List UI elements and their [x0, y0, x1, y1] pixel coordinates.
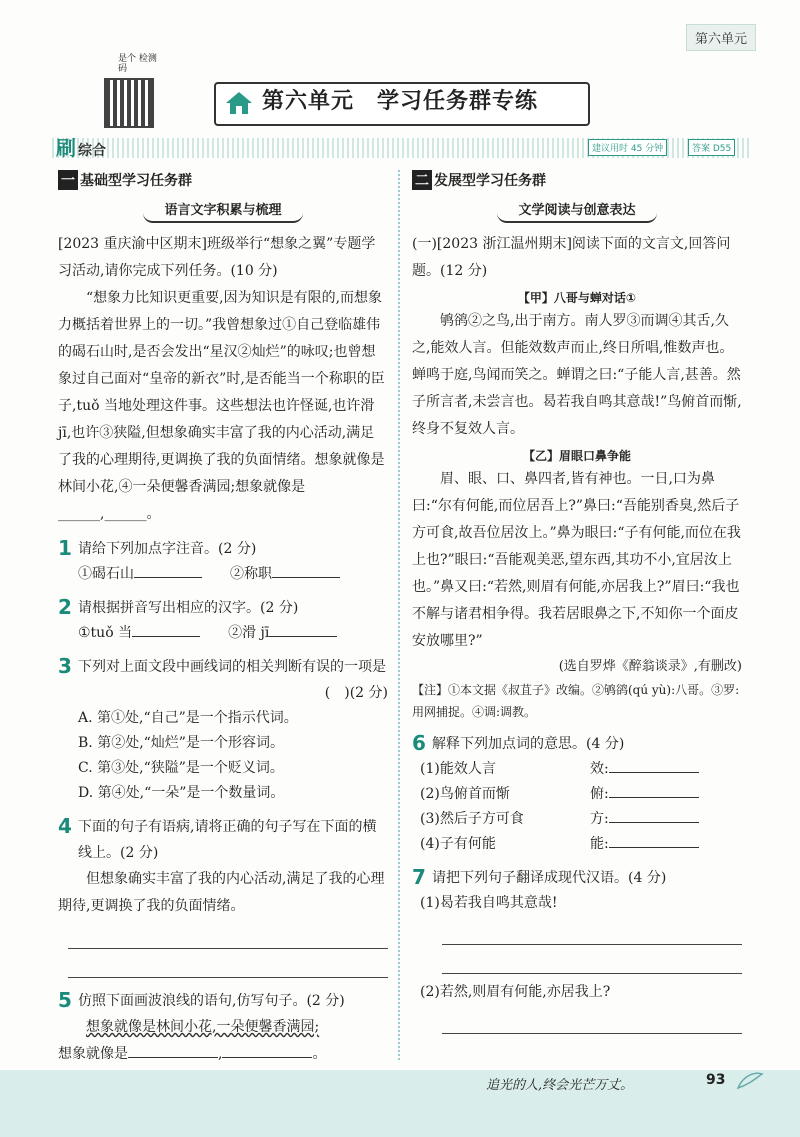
question-number: 1 [58, 536, 72, 560]
question-2 [58, 595, 388, 621]
translate-sentence-2: (2)若然,则眉有何能,亦居我上? [420, 984, 611, 1000]
question-score: ( )(2 分) [324, 685, 388, 701]
question-text: 解释下列加点词的意思。(4 分) [432, 736, 625, 752]
source-citation: (选自罗烨《醉翁谈录》,有删改) [558, 659, 742, 674]
section-heading [58, 170, 388, 190]
question-number: 3 [58, 654, 72, 678]
item-word: 方: [590, 811, 609, 827]
time-badge: 建议用时 45 分钟 [588, 139, 667, 156]
answer-blank[interactable] [609, 833, 699, 848]
question-text-wrap [78, 654, 388, 706]
answer-line[interactable] [68, 949, 388, 978]
question-text: 下面的句子有语病,请将正确的句子写在下面的横线上。(2 分) [78, 819, 377, 861]
question-number: 2 [58, 595, 72, 619]
band-label-sub: 综合 [78, 143, 106, 159]
question-6 [412, 731, 742, 757]
question-4 [58, 814, 388, 866]
q6-item [412, 832, 742, 857]
option-d[interactable]: D. 第④处,“一朵”是一个数量词。 [78, 785, 285, 801]
column-divider [398, 170, 400, 1060]
question-3 [58, 654, 388, 706]
answer-blank[interactable] [132, 622, 200, 637]
question-7 [412, 865, 742, 891]
option-c[interactable]: C. 第③处,“狭隘”是一个贬义词。 [78, 760, 284, 776]
leaf-icon [736, 1070, 764, 1092]
model-wrap [58, 1014, 388, 1041]
q6-item [412, 782, 742, 807]
passage-text: “想象力比知识更重要,因为知识是有限的,而想象力概括着世界上的一切。”我曾想象过①自己登临雄伟的碣石山时,是否会发出“星汉②灿烂”的咏叹;也曾想象过自己面对“皇帝的新衣”时,是否能当一个称职的臣子,tuǒ 当地处理这件事。这些想法也许怪诞,也许滑 jī,也许③狭隘,但想象确实丰富了我的内心活动,满足了我的心理期待,更调换了我的负面情绪。想象就像是林间小花,④一朵便馨香满园;想象就像是______,______。 [58, 290, 385, 522]
answer-row [58, 562, 388, 587]
item-word: 俯: [590, 786, 609, 802]
band-label-main: 刷 [56, 136, 76, 160]
item-phrase: (3)然后子方可食 [420, 811, 524, 827]
imitation-row: 想象就像是 , 。 [58, 1041, 388, 1068]
house-icon [224, 90, 254, 116]
intro-text: (一)[2023 浙江温州期末]阅读下面的文言文,回答问题。(12 分) [412, 236, 731, 279]
footnote: 【注】①本文据《叔苴子》改编。②鸲鹆(qú yù):八哥。③罗:用网捕捉。④调:调教。 [412, 683, 740, 719]
task-banner: 语言文字积累与梳理 [143, 198, 303, 223]
intro-text: [2023 重庆渝中区期末]班级举行“想象之翼”专题学习活动,请你完成下列任务。(10 分) [58, 236, 376, 279]
text-b-title: 【乙】眉眼口鼻争能 [522, 449, 631, 463]
left-column [58, 170, 388, 1068]
item-b: ②滑 jī [228, 625, 270, 641]
question-text: 请根据拼音写出相应的汉字。(2 分) [78, 600, 299, 616]
qr-caption: 是个 检测码 [118, 54, 157, 74]
option-b[interactable]: B. 第②处,“灿烂”是一个形容词。 [78, 735, 284, 751]
text-a-body: 鸲鹆②之鸟,出于南方。南人罗③而调④其舌,久之,能效人言。但能效数声而止,终日所唱,惟数声也。蝉鸣于庭,鸟闻而笑之。蝉谓之曰:“子能人言,甚善。然子所言者,未尝言也。曷若我自鸣其意哉!”鸟俯首而惭,终身不复效人言。 [412, 313, 742, 437]
section-title: 发展型学习任务群 [434, 173, 546, 189]
section-number: 一 [58, 170, 78, 190]
question-number: 5 [58, 988, 72, 1012]
band-label [56, 132, 106, 161]
answer-blank[interactable] [609, 808, 699, 823]
item-word: 效: [590, 761, 609, 777]
answer-row [58, 621, 388, 646]
model-sentence: 想象就像是林间小花,一朵便馨香满园; [86, 1019, 320, 1035]
answer-blank[interactable] [609, 783, 699, 798]
answer-blank[interactable] [272, 563, 340, 578]
text-a-title: 【甲】八哥与蝉对话① [517, 291, 637, 305]
faulty-sentence: 但想象确实丰富了我的内心活动,满足了我的心理期待,更调换了我的负面情绪。 [58, 871, 385, 914]
question-1 [58, 536, 388, 562]
question-number: 7 [412, 865, 426, 889]
page-number: 93 [706, 1072, 726, 1088]
question-number: 6 [412, 731, 426, 755]
text-b-body: 眉、眼、口、鼻四者,皆有神也。一日,口为鼻曰:“尔有何能,而位居吾上?”鼻曰:“吾能别香臭,然后子方可食,故吾位居汝上。”鼻为眼曰:“子有何能,而位在我上也?”眼曰:“吾能观美恶,望东西,其功不小,宜居汝上也。”鼻又曰:“若然,则眉有何能,亦居我上?”眉曰:“我也不解与诸君相争得。我若居眼鼻之下,不知你一个面皮安放哪里?” [412, 471, 741, 649]
answer-line[interactable] [442, 916, 742, 945]
question-5 [58, 988, 388, 1014]
question-text: 请给下列加点字注音。(2 分) [78, 541, 257, 557]
item-phrase: (2)鸟俯首而惭 [420, 786, 510, 802]
qr-code[interactable] [104, 78, 154, 128]
option-a[interactable]: A. 第①处,“自己”是一个指示代词。 [78, 710, 298, 726]
page-title: 第六单元 学习任务群专练 [262, 89, 539, 114]
section-heading [412, 170, 742, 190]
answer-blank[interactable] [222, 1043, 312, 1058]
item-phrase: (4)子有何能 [420, 836, 496, 852]
task-banner: 文学阅读与创意表达 [497, 198, 657, 223]
answer-blank[interactable] [609, 758, 699, 773]
item-a: ①tuǒ 当 [78, 625, 133, 641]
answer-line[interactable] [68, 920, 388, 949]
answer-blank[interactable] [269, 622, 337, 637]
question-text: 仿照下面画波浪线的语句,仿写句子。(2 分) [78, 993, 345, 1009]
answer-blank[interactable] [128, 1043, 218, 1058]
q6-item [412, 807, 742, 832]
footer-slogan: 追光的人,终会光芒万丈。 [486, 1078, 634, 1093]
item-phrase: (1)能效人言 [420, 761, 496, 777]
right-column [412, 170, 742, 1034]
section-number: 二 [412, 170, 432, 190]
answer-blank[interactable] [134, 563, 202, 578]
answer-badge: 答案 D55 [688, 139, 735, 156]
imitation-prompt: 想象就像是 [58, 1046, 128, 1062]
question-text: 下列对上面文段中画线词的相关判断有误的一项是 [78, 659, 386, 675]
item-word: 能: [590, 836, 609, 852]
section-title: 基础型学习任务群 [80, 173, 192, 189]
q6-item [412, 757, 742, 782]
footer-band [0, 1070, 800, 1137]
item-b: ②称职 [230, 566, 272, 582]
answer-line[interactable] [442, 945, 742, 974]
translate-sentence-1: (1)曷若我自鸣其意哉! [420, 895, 558, 911]
unit-tab: 第六单元 [686, 24, 756, 51]
item-a: ①碣石山 [78, 566, 134, 582]
question-number: 4 [58, 814, 72, 838]
question-text: 请把下列句子翻译成现代汉语。(4 分) [432, 870, 667, 886]
answer-line[interactable] [442, 1005, 742, 1034]
